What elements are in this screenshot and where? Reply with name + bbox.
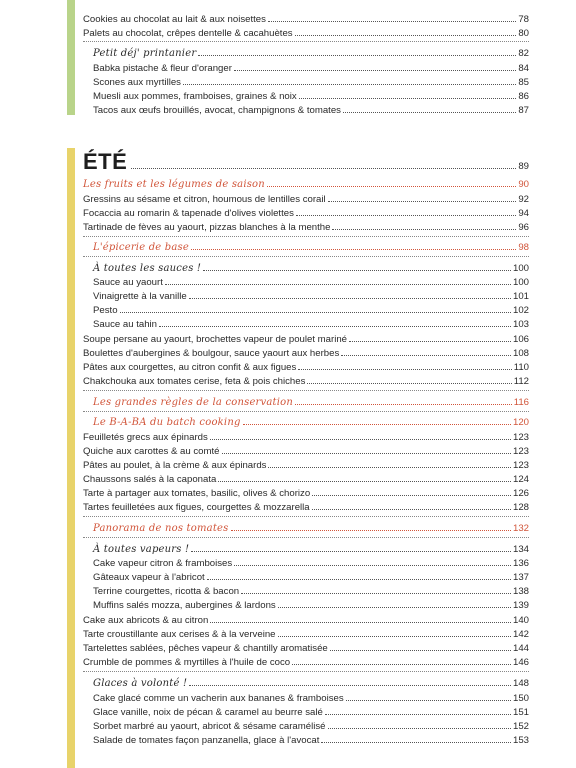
entry-page: 153 <box>512 735 529 746</box>
entry-title: Cake aux abricots & au citron <box>83 615 209 626</box>
entry-title: Pesto <box>93 305 118 316</box>
dot-leader <box>203 270 511 271</box>
toc-entry[interactable] <box>83 459 529 472</box>
toc-entry[interactable] <box>83 221 529 234</box>
separator <box>83 236 529 237</box>
entry-page: 134 <box>512 544 529 555</box>
toc-entry[interactable] <box>93 276 529 289</box>
entry-page: 101 <box>512 291 529 302</box>
toc-entry[interactable] <box>93 557 529 570</box>
entry-page: 103 <box>512 319 529 330</box>
entry-title: Glace vanille, noix de pécan & caramel au beurre salé <box>93 707 323 718</box>
dot-leader <box>243 424 511 425</box>
dot-leader <box>346 700 511 701</box>
dot-leader <box>234 70 516 71</box>
entry-page: 116 <box>513 397 529 408</box>
dot-leader <box>296 215 516 216</box>
season-heading[interactable] <box>83 149 529 175</box>
dot-leader <box>191 551 511 552</box>
dot-leader <box>120 312 511 313</box>
entry-title: Muesli aux pommes, framboises, graines & noix <box>93 91 297 102</box>
entry-title: Focaccia au romarin & tapenade d'olives violettes <box>83 208 294 219</box>
entry-title: L'épicerie de base <box>93 242 190 253</box>
dot-leader <box>231 530 511 531</box>
entry-title: Cake glacé comme un vacherin aux bananes & framboises <box>93 693 344 704</box>
dot-leader <box>307 383 511 384</box>
dot-leader <box>198 55 516 56</box>
entry-title: Babka pistache & fleur d'oranger <box>93 63 232 74</box>
entry-page: 123 <box>512 460 529 471</box>
entry-title: À toutes vapeurs ! <box>93 544 190 555</box>
entry-page: 123 <box>512 432 529 443</box>
toc-section-heading[interactable] <box>93 522 529 535</box>
toc-entry[interactable] <box>83 642 529 655</box>
toc-section-heading[interactable] <box>93 241 529 254</box>
entry-page: 86 <box>518 91 529 102</box>
entry-title: Chakchouka aux tomates cerise, feta & pois chiches <box>83 376 306 387</box>
entry-page: 80 <box>518 28 529 39</box>
entry-page: 100 <box>512 277 529 288</box>
entry-page: 87 <box>518 105 529 116</box>
entry-title: Les fruits et les légumes de saison <box>83 179 265 190</box>
toc-section-heading[interactable] <box>93 47 529 60</box>
separator <box>83 41 529 42</box>
separator <box>83 256 529 257</box>
dot-leader <box>183 84 516 85</box>
separator <box>83 390 529 391</box>
separator <box>83 537 529 538</box>
entry-page: 106 <box>512 334 529 345</box>
entry-page: 144 <box>512 643 529 654</box>
toc-entry[interactable] <box>93 720 529 733</box>
entry-page: 96 <box>518 222 529 233</box>
entry-title: Glaces à volonté ! <box>93 678 188 689</box>
toc-entry[interactable] <box>83 361 529 374</box>
entry-page: 89 <box>518 161 529 172</box>
dot-leader <box>159 326 511 327</box>
entry-page: 142 <box>512 629 529 640</box>
entry-page: 140 <box>512 615 529 626</box>
entry-page: 148 <box>512 678 529 689</box>
toc-entry[interactable] <box>83 193 529 206</box>
entry-page: 78 <box>518 14 529 25</box>
entry-title: Gressins au sésame et citron, houmous de lentilles corail <box>83 194 326 205</box>
entry-page: 123 <box>512 446 529 457</box>
dot-leader <box>189 685 511 686</box>
dot-leader <box>218 481 511 482</box>
toc-entry[interactable] <box>83 628 529 641</box>
dot-leader <box>292 664 511 665</box>
entry-title: À toutes les sauces ! <box>93 263 202 274</box>
dot-leader <box>295 404 512 405</box>
dot-leader <box>234 565 511 566</box>
entry-title: Gâteaux vapeur à l'abricot <box>93 572 205 583</box>
dot-leader <box>222 453 511 454</box>
entry-title: Tartelettes sablées, pêches vapeur & chantilly aromatisée <box>83 643 328 654</box>
dot-leader <box>341 355 511 356</box>
entry-title: Soupe persane au yaourt, brochettes vapeur de poulet mariné <box>83 334 348 345</box>
dot-leader <box>210 622 511 623</box>
dot-leader <box>330 650 511 651</box>
dot-leader <box>268 467 511 468</box>
dot-leader <box>312 495 511 496</box>
toc-entry[interactable] <box>83 473 529 486</box>
entry-title: Quiche aux carottes & au comté <box>83 446 220 457</box>
entry-title: Sauce au yaourt <box>93 277 163 288</box>
toc-entry[interactable] <box>83 431 529 444</box>
entry-page: 102 <box>512 305 529 316</box>
toc-entry[interactable] <box>83 501 529 514</box>
dot-leader <box>191 249 516 250</box>
entry-page: 136 <box>512 558 529 569</box>
toc-entry[interactable] <box>93 76 529 89</box>
summer-color-bar <box>67 148 75 768</box>
entry-page: 108 <box>512 348 529 359</box>
entry-page: 132 <box>512 523 529 534</box>
entry-title: Tacos aux œufs brouillés, avocat, champignons & tomates <box>93 105 341 116</box>
entry-title: Cake vapeur citron & framboises <box>93 558 233 569</box>
entry-page: 100 <box>512 263 529 274</box>
dot-leader <box>332 229 516 230</box>
separator <box>83 411 529 412</box>
entry-title: Tarte à partager aux tomates, basilic, olives & chorizo <box>83 488 311 499</box>
entry-page: 110 <box>513 362 529 373</box>
entry-title: Feuilletés grecs aux épinards <box>83 432 208 443</box>
entry-title: Le B-A-BA du batch cooking <box>93 417 241 428</box>
dot-leader <box>299 98 517 99</box>
entry-title: Tartinade de fèves au yaourt, pizzas blanches à la menthe <box>83 222 331 233</box>
toc-entry[interactable] <box>83 333 529 346</box>
toc-entry[interactable] <box>83 487 529 500</box>
entry-page: 151 <box>512 707 529 718</box>
dot-leader <box>131 168 516 169</box>
entry-title: Palets au chocolat, crêpes dentelle & cacahuètes <box>83 28 293 39</box>
toc-section-heading[interactable] <box>93 543 529 556</box>
entry-page: 139 <box>512 600 529 611</box>
entry-title: Muffins salés mozza, aubergines & lardons <box>93 600 276 611</box>
toc-entry[interactable] <box>93 90 529 103</box>
entry-title: Salade de tomates façon panzanella, glace à l'avocat <box>93 735 320 746</box>
entry-title: Cookies au chocolat au lait & aux noisettes <box>83 14 266 25</box>
dot-leader <box>349 341 511 342</box>
toc-entry[interactable] <box>93 104 529 117</box>
entry-title: Crumble de pommes & myrtilles à l'huile de coco <box>83 657 291 668</box>
entry-title: Les grandes règles de la conservation <box>93 397 294 408</box>
toc-entry[interactable] <box>83 656 529 669</box>
toc-entry[interactable] <box>83 614 529 627</box>
toc-entry[interactable] <box>83 207 529 220</box>
entry-page: 90 <box>518 179 529 190</box>
entry-page: 92 <box>518 194 529 205</box>
toc-entry[interactable] <box>93 318 529 331</box>
toc-entry[interactable] <box>83 375 529 388</box>
toc-entry[interactable] <box>93 304 529 317</box>
entry-page: 150 <box>512 693 529 704</box>
entry-page: 84 <box>518 63 529 74</box>
toc-entry[interactable] <box>83 13 529 26</box>
entry-page: 124 <box>512 474 529 485</box>
entry-page: 137 <box>512 572 529 583</box>
toc-entry[interactable] <box>93 62 529 75</box>
spring-color-bar <box>67 0 75 115</box>
dot-leader <box>241 593 511 594</box>
toc-entry[interactable] <box>83 27 529 40</box>
dot-leader <box>343 112 516 113</box>
dot-leader <box>328 201 517 202</box>
separator <box>83 516 529 517</box>
entry-page: 112 <box>513 376 529 387</box>
entry-page: 94 <box>518 208 529 219</box>
toc-section-heading[interactable] <box>93 416 529 429</box>
entry-title: Scones aux myrtilles <box>93 77 181 88</box>
entry-title: Tarte croustillante aux cerises & à la verveine <box>83 629 276 640</box>
toc-entry[interactable] <box>93 599 529 612</box>
dot-leader <box>207 579 511 580</box>
entry-title: Panorama de nos tomates <box>93 523 229 534</box>
toc-entry[interactable] <box>93 734 529 747</box>
separator <box>83 671 529 672</box>
entry-page: 152 <box>512 721 529 732</box>
toc-entry[interactable] <box>83 445 529 458</box>
entry-title: Chaussons salés à la caponata <box>83 474 217 485</box>
entry-title: Pâtes aux courgettes, au citron confit & aux figues <box>83 362 297 373</box>
entry-title: Sauce au tahin <box>93 319 158 330</box>
dot-leader <box>268 21 516 22</box>
entry-page: 126 <box>512 488 529 499</box>
toc-section-heading[interactable] <box>93 677 529 690</box>
entry-title: Pâtes au poulet, à la crème & aux épinards <box>83 460 267 471</box>
entry-page: 82 <box>518 48 529 59</box>
toc-section-heading[interactable] <box>83 178 529 191</box>
entry-title: Sorbet marbré au yaourt, abricot & sésame caramélisé <box>93 721 326 732</box>
entry-title: Boulettes d'aubergines & boulgour, sauce yaourt aux herbes <box>83 348 340 359</box>
toc-section-heading[interactable] <box>93 262 529 275</box>
dot-leader <box>325 714 511 715</box>
season-title: ÉTÉ <box>83 149 128 174</box>
entry-page: 120 <box>512 417 529 428</box>
entry-title: Terrine courgettes, ricotta & bacon <box>93 586 240 597</box>
dot-leader <box>295 35 517 36</box>
toc-entry[interactable] <box>83 347 529 360</box>
dot-leader <box>278 607 511 608</box>
dot-leader <box>189 298 511 299</box>
entry-title: Petit déj' printanier <box>93 48 197 59</box>
toc-entry[interactable] <box>93 585 529 598</box>
toc-entry[interactable] <box>93 290 529 303</box>
entry-page: 138 <box>512 586 529 597</box>
dot-leader <box>278 636 511 637</box>
entry-page: 128 <box>512 502 529 513</box>
dot-leader <box>165 284 511 285</box>
dot-leader <box>267 186 516 187</box>
dot-leader <box>298 369 511 370</box>
entry-page: 98 <box>518 242 529 253</box>
dot-leader <box>321 742 511 743</box>
dot-leader <box>210 439 511 440</box>
entry-page: 85 <box>518 77 529 88</box>
entry-title: Vinaigrette à la vanille <box>93 291 187 302</box>
entry-page: 146 <box>512 657 529 668</box>
dot-leader <box>328 728 511 729</box>
toc-entry[interactable] <box>93 706 529 719</box>
entry-title: Tartes feuilletées aux figues, courgettes & mozzarella <box>83 502 310 513</box>
dot-leader <box>312 509 511 510</box>
toc-entry[interactable] <box>93 692 529 705</box>
toc-entry[interactable] <box>93 571 529 584</box>
toc-section-heading[interactable] <box>93 396 529 409</box>
